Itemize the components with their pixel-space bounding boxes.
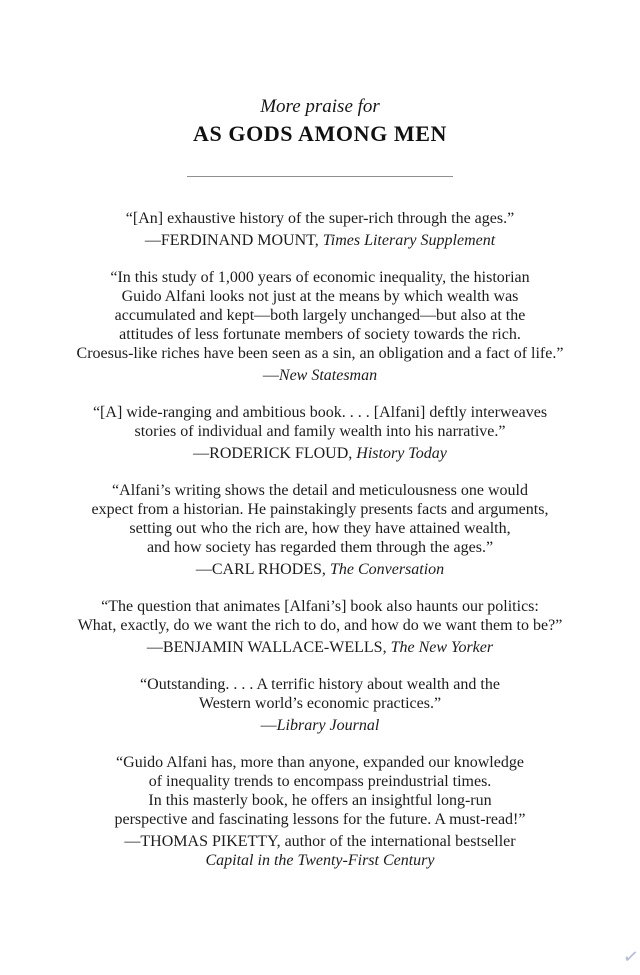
quote-attribution: [50, 444, 590, 463]
quote-line: stories of individual and family wealth into his narrative.”: [134, 422, 506, 440]
attribution-line: [50, 366, 590, 385]
attribution-line: [50, 444, 590, 463]
quote-line: What, exactly, do we want the rich to do, and how do we want them to be?”: [77, 616, 563, 634]
quote-attribution: [50, 366, 590, 385]
attribution-name: —FERDINAND MOUNT,: [144, 231, 323, 249]
attribution-source: Library Journal: [276, 716, 380, 734]
quote-line: “In this study of 1,000 years of economic inequality, the historian: [110, 268, 530, 286]
quote-line: Guido Alfani looks not just at the means by which wealth was: [121, 287, 519, 305]
attribution-name: —CARL RHODES,: [195, 560, 330, 578]
quote-line: Croesus-like riches have been seen as a sin, an obligation and a fact of life.”: [76, 344, 564, 362]
quote-block: [50, 268, 590, 385]
quotes-list: [0, 209, 640, 870]
attribution-source: The New Yorker: [390, 638, 494, 656]
attribution-source: New Statesman: [278, 366, 378, 384]
attribution-source: Times Literary Supplement: [322, 231, 496, 249]
quote-block: [50, 753, 590, 870]
quote-attribution: [50, 231, 590, 250]
quote-block: [50, 597, 590, 657]
quote-attribution: [50, 560, 590, 579]
quote-line: setting out who the rich are, how they have attained wealth,: [129, 519, 511, 537]
quote-line: Western world’s economic practices.”: [198, 694, 442, 712]
attribution-name: —: [260, 716, 277, 734]
quote-block: [50, 403, 590, 463]
divider-rule: [187, 176, 453, 177]
attribution-name: —THOMAS PIKETTY, author of the international bestseller: [124, 832, 516, 850]
quote-line: of inequality trends to encompass preindustrial times.: [148, 772, 492, 790]
quote-attribution: [50, 832, 590, 870]
quote-line: perspective and fascinating lessons for the future. A must-read!”: [114, 810, 526, 828]
quote-block: [50, 209, 590, 250]
book-title: AS GODS AMONG MEN: [192, 120, 448, 146]
attribution-line: [50, 851, 590, 870]
quote-line: “[An] exhaustive history of the super-rich through the ages.”: [125, 209, 515, 227]
quote-line: In this masterly book, he offers an insightful long-run: [148, 791, 492, 809]
quote-line: “Alfani’s writing shows the detail and meticulousness one would: [112, 481, 528, 499]
quote-attribution: [50, 716, 590, 735]
quote-line: “Guido Alfani has, more than anyone, expanded our knowledge: [116, 753, 524, 771]
attribution-line: [50, 638, 590, 657]
quote-line: “The question that animates [Alfani’s] book also haunts our politics:: [101, 597, 539, 615]
attribution-name: —RODERICK FLOUD,: [193, 444, 357, 462]
checkmark-icon: ✓: [621, 945, 640, 970]
quote-line: expect from a historian. He painstakingly presents facts and arguments,: [91, 500, 549, 518]
quote-line: and how society has regarded them through the ages.”: [146, 538, 494, 556]
attribution-source: Capital in the Twenty-First Century: [205, 851, 435, 869]
attribution-line: [50, 832, 590, 851]
quote-block: [50, 481, 590, 579]
attribution-line: [50, 716, 590, 735]
attribution-line: [50, 560, 590, 579]
attribution-line: [50, 231, 590, 250]
praise-eyebrow: More praise for: [260, 96, 380, 117]
quote-attribution: [50, 638, 590, 657]
quote-line: “Outstanding. . . . A terrific history about wealth and the: [140, 675, 500, 693]
quote-block: [50, 675, 590, 735]
quote-line: “[A] wide-ranging and ambitious book. . . . [Alfani] deftly interweaves: [92, 403, 548, 421]
attribution-source: History Today: [356, 444, 447, 462]
quote-line: accumulated and kept—both largely unchanged—but also at the: [114, 306, 526, 324]
attribution-name: —BENJAMIN WALLACE-WELLS,: [146, 638, 391, 656]
attribution-name: —: [262, 366, 279, 384]
attribution-source: The Conversation: [329, 560, 445, 578]
quote-line: attitudes of less fortunate members of society towards the rich.: [119, 325, 521, 343]
